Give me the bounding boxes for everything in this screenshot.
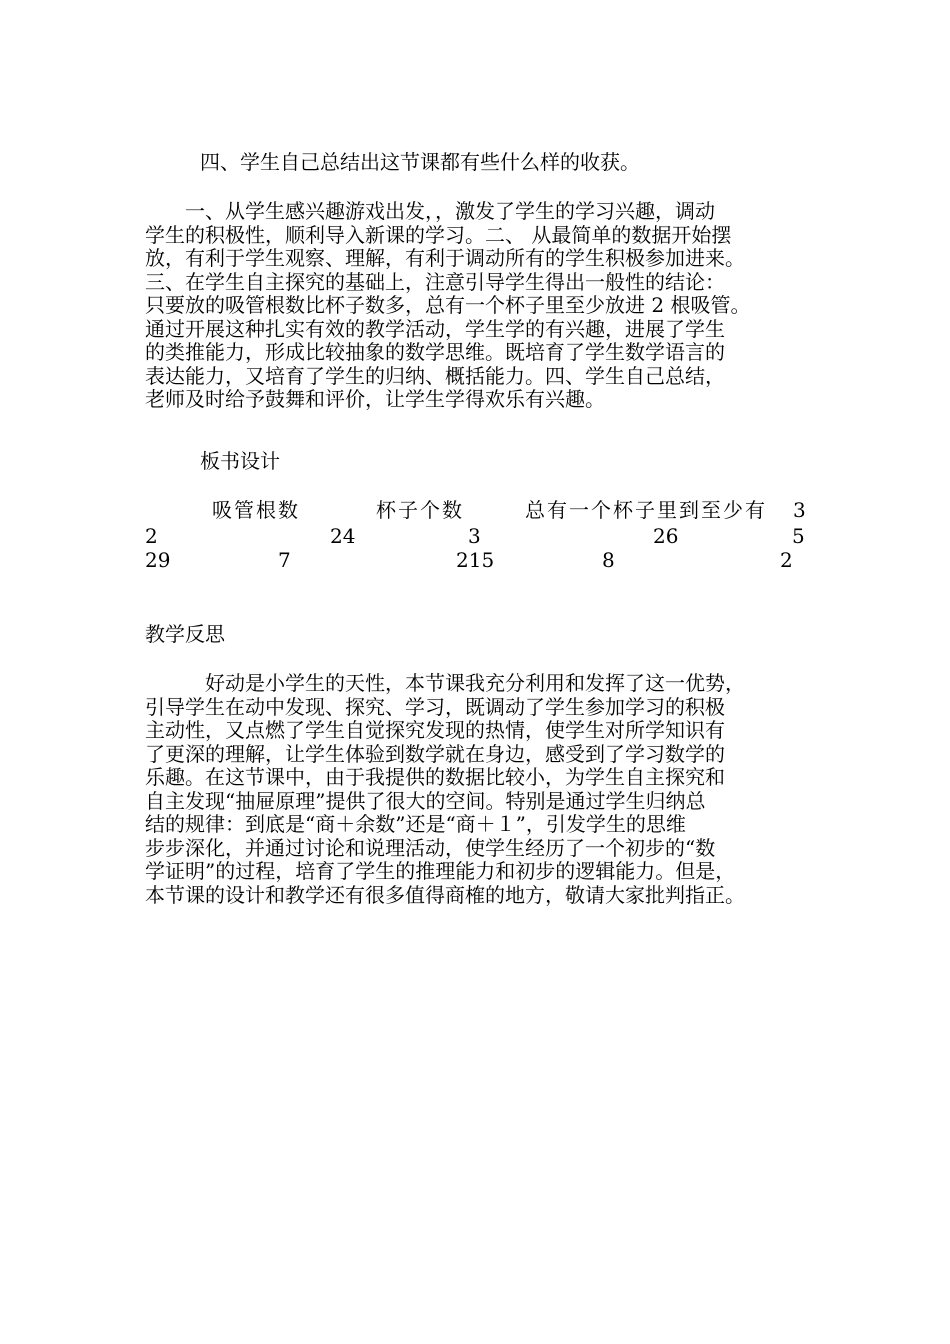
reflection-paragraph — [145, 672, 825, 907]
table-cell: 24 — [330, 524, 356, 548]
paragraph-line: 自主发现“抽屉原理”提供了很大的空间。特别是通过学生归纳总 — [145, 788, 706, 813]
paragraph-line: 好动是小学生的天性，本节课我充分利用和发挥了这一优势， — [145, 671, 745, 695]
table-header: 总有一个杯子里到至少有 — [525, 498, 767, 522]
table-cell: 2 — [145, 524, 158, 548]
table-cell: 2 — [780, 548, 793, 572]
paragraph-line: 结的规律：到底是“商＋余数”还是“商＋１”，引发学生的思维 — [145, 812, 686, 836]
paragraph-line: 表达能力，又培育了学生的归纳、概括能力。四、学生自己总结， — [145, 363, 725, 388]
paragraph-line: 老师及时给予鼓舞和评价，让学生学得欢乐有兴趣。 — [145, 387, 605, 411]
paragraph-line: 学证明”的过程，培育了学生的推理能力和初步的逻辑能力。但是， — [145, 859, 736, 883]
table-header: 杯子个数 — [376, 498, 464, 522]
table-cell: 215 — [456, 548, 495, 572]
paragraph-line: 一、从学生感兴趣游戏出发，，激发了学生的学习兴趣，调动 — [145, 199, 715, 223]
paragraph-line: 了更深的理解，让学生体验到数学就在身边，感受到了学习数学的 — [145, 741, 725, 766]
table-cell: 8 — [602, 548, 615, 572]
reflection-title: 教学反思 — [145, 622, 225, 646]
paragraph-line: 三、在学生自主探究的基础上，注意引导学生得出一般性的结论： — [145, 269, 725, 294]
paragraph-line: 引导学生在动中发现、探究、学习，既调动了学生参加学习的积极 — [145, 694, 725, 719]
rationale-paragraph — [145, 200, 825, 412]
paragraph-line: 学生的积极性，顺利导入新课的学习。二、 从最简单的数据开始摆 — [145, 222, 732, 247]
paragraph-line: 步步深化，并通过讨论和说理活动，使学生经历了一个初步的“数 — [145, 835, 716, 860]
paragraph-line: 乐趣。在这节课中，由于我提供的数据比较小，为学生自主探究和 — [145, 765, 725, 789]
paragraph-line: 放，有利于学生观察、理解，有利于调动所有的学生积极参加进来。 — [145, 246, 745, 270]
table-header-trailing: 3 — [793, 498, 806, 522]
table-header: 吸管根数 — [212, 498, 300, 522]
table-cell: 3 — [468, 524, 481, 548]
table-cell: 29 — [145, 548, 171, 572]
table-cell: 26 — [653, 524, 679, 548]
paragraph-line: 通过开展这种扎实有效的教学活动，学生学的有兴趣，进展了学生 — [145, 316, 725, 341]
paragraph-line: 主动性，又点燃了学生自觉探究发现的热情，使学生对所学知识有 — [145, 718, 725, 742]
section-heading-summary: 四、学生自己总结出这节课都有些什么样的收获。 — [200, 150, 640, 174]
paragraph-line: 的类推能力，形成比较抽象的数学思维。既培育了学生数学语言的 — [145, 340, 725, 364]
board-design-title: 板书设计 — [200, 449, 280, 473]
table-cell: 7 — [278, 548, 291, 572]
paragraph-line: 只要放的吸管根数比杯子数多，总有一个杯子里至少放进 2 根吸管。 — [145, 293, 751, 317]
paragraph-line: 本节课的设计和教学还有很多值得商榷的地方，敬请大家批判指正。 — [145, 882, 745, 907]
table-cell: 5 — [792, 524, 805, 548]
